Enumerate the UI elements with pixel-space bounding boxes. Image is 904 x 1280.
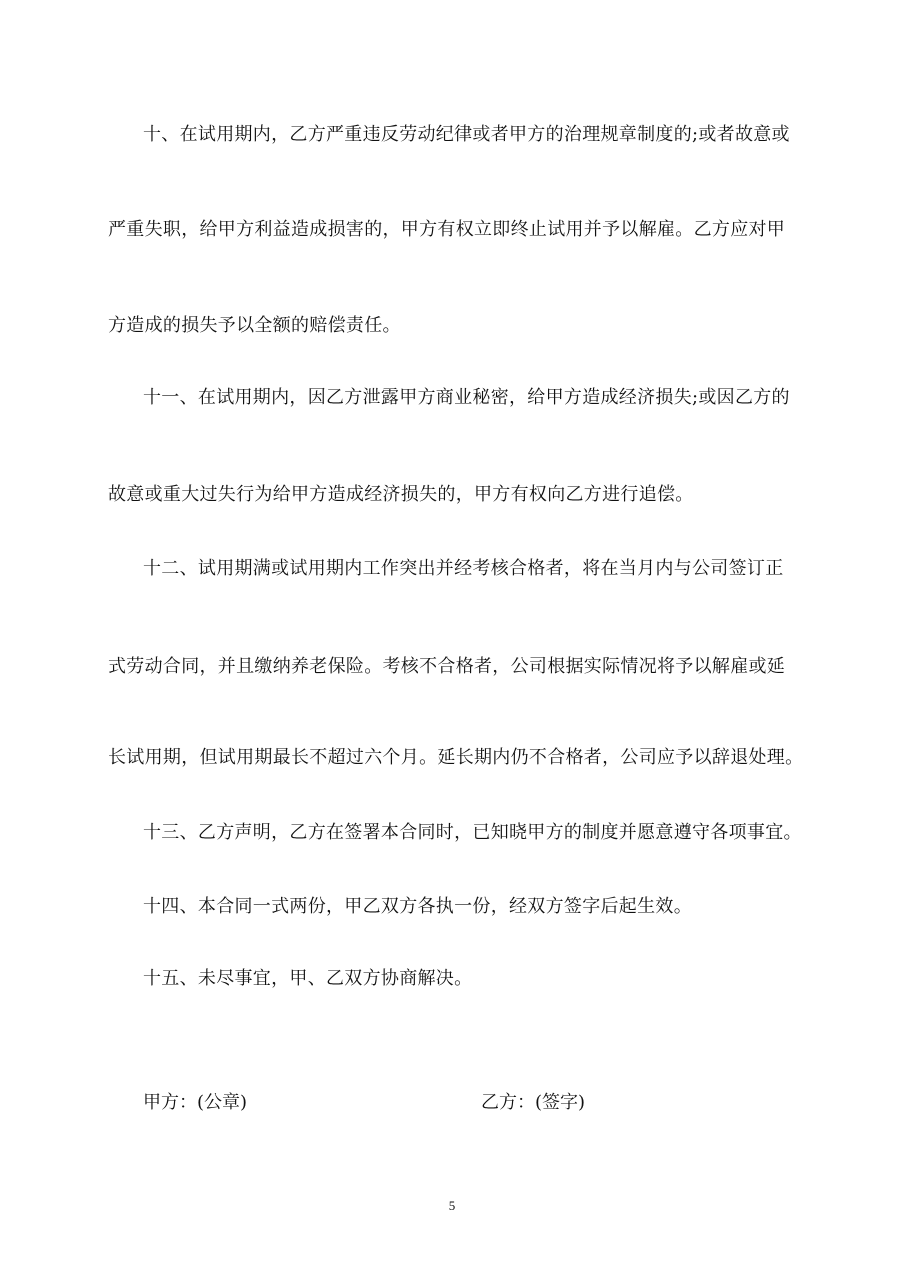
clause-11-line-1: 十一、在试用期内，因乙方泄露甲方商业秘密，给甲方造成经济损失;或因乙方的: [143, 387, 790, 408]
clause-10-line-2: 严重失职，给甲方利益造成损害的，甲方有权立即终止试用并予以解雇。乙方应对甲: [108, 219, 786, 240]
clause-13-line-1: 十三、乙方声明，乙方在签署本合同时，已知晓甲方的制度并愿意遵守各项事宜。: [143, 822, 802, 843]
clause-14-line-1: 十四、本合同一式两份，甲乙双方各执一份，经双方签字后起生效。: [143, 896, 692, 917]
clause-12-line-1: 十二、试用期满或试用期内工作突出并经考核合格者，将在当月内与公司签订正: [143, 558, 784, 579]
clause-12-line-2: 式劳动合同，并且缴纳养老保险。考核不合格者，公司根据实际情况将予以解雇或延: [108, 656, 786, 677]
clause-10-line-3: 方造成的损失予以全额的赔偿责任。: [108, 315, 401, 336]
party-b-signature-label: 乙方：(签字): [481, 1092, 586, 1113]
clause-10-line-1: 十、在试用期内，乙方严重违反劳动纪律或者甲方的治理规章制度的;或者故意或: [143, 124, 790, 145]
clause-15-line-1: 十五、未尽事宜，甲、乙双方协商解决。: [143, 968, 473, 989]
clause-11-line-2: 故意或重大过失行为给甲方造成经济损失的，甲方有权向乙方进行追偿。: [108, 484, 694, 505]
clause-12-line-3: 长试用期，但试用期最长不超过六个月。延长期内仍不合格者，公司应予以辞退处理。: [108, 747, 804, 768]
party-a-signature-label: 甲方：(公章): [143, 1092, 248, 1113]
page-number: 5: [448, 1198, 456, 1213]
